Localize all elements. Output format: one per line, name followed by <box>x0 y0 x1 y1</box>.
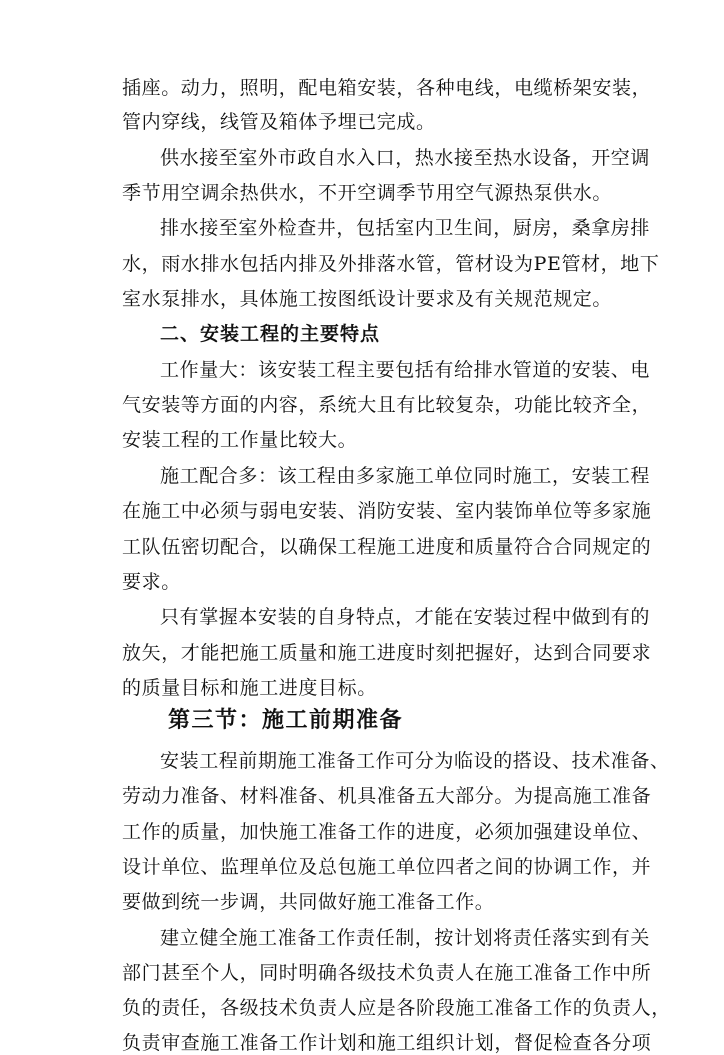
paragraph-first-line: 工作量大：该安装工程主要包括有给排水管道的安装、电 <box>160 359 651 381</box>
body-line: 的质量目标和施工进度目标。 <box>122 677 377 699</box>
body-line: 放矢，才能把施工质量和施工进度时刻把握好，达到合同要求 <box>122 642 652 664</box>
body-line: 部门甚至个人，同时明确各级技术负责人在施工准备工作中所 <box>122 962 652 984</box>
body-line: 劳动力准备、材料准备、机具准备五大部分。为提高施工准备 <box>122 785 652 807</box>
paragraph-first-line: 建立健全施工准备工作责任制，按计划将责任落实到有关 <box>160 927 651 949</box>
paragraph-first-line: 安装工程前期施工准备工作可分为临设的搭设、技术准备、 <box>160 750 670 772</box>
body-line: 要求。 <box>122 571 181 593</box>
body-line: 负的责任，各级技术负责人应是各阶段施工准备工作的负责人， <box>122 997 671 1019</box>
paragraph-first-line: 施工配合多：该工程由多家施工单位同时施工，安装工程 <box>160 465 651 487</box>
body-line: 工作的质量，加快施工准备工作的进度，必须加强建设单位、 <box>122 821 652 843</box>
body-line: 气安装等方面的内容，系统大且有比较复杂，功能比较齐全， <box>122 394 652 416</box>
section-heading: 第三节：施工前期准备 <box>168 708 404 733</box>
body-line: 要做到统一步调，共同做好施工准备工作。 <box>122 891 495 913</box>
paragraph-first-line: 只有掌握本安装的自身特点，才能在安装过程中做到有的 <box>160 606 651 628</box>
subsection-heading: 二、安装工程的主要特点 <box>160 323 381 345</box>
body-line: 管内穿线，线管及箱体予埋已完成。 <box>122 111 436 133</box>
body-line: 工队伍密切配合，以确保工程施工进度和质量符合合同规定的 <box>122 536 652 558</box>
body-line: 水，雨水排水包括内排及外排落水管，管材设为PE管材，地下 <box>122 253 660 275</box>
body-line: 室水泵排水，具体施工按图纸设计要求及有关规范规定。 <box>122 288 613 310</box>
body-line: 设计单位、监理单位及总包施工单位四者之间的协调工作，并 <box>122 856 652 878</box>
body-line: 负责审查施工准备工作计划和施工组织计划，督促检查各分项 <box>122 1032 652 1054</box>
paragraph-first-line: 排水接至室外检查井，包括室内卫生间，厨房，桑拿房排 <box>160 217 651 239</box>
body-line: 安装工程的工作量比较大。 <box>122 429 358 451</box>
paragraph-first-line: 供水接至室外市政自水入口，热水接至热水设备，开空调 <box>160 147 651 169</box>
body-line: 插座。动力，照明，配电箱安装，各种电线，电缆桥架安装， <box>122 77 652 99</box>
body-line: 季节用空调余热供水，不开空调季节用空气源热泵供水。 <box>122 182 613 204</box>
body-line: 在施工中必须与弱电安装、消防安装、室内装饰单位等多家施 <box>122 500 652 522</box>
